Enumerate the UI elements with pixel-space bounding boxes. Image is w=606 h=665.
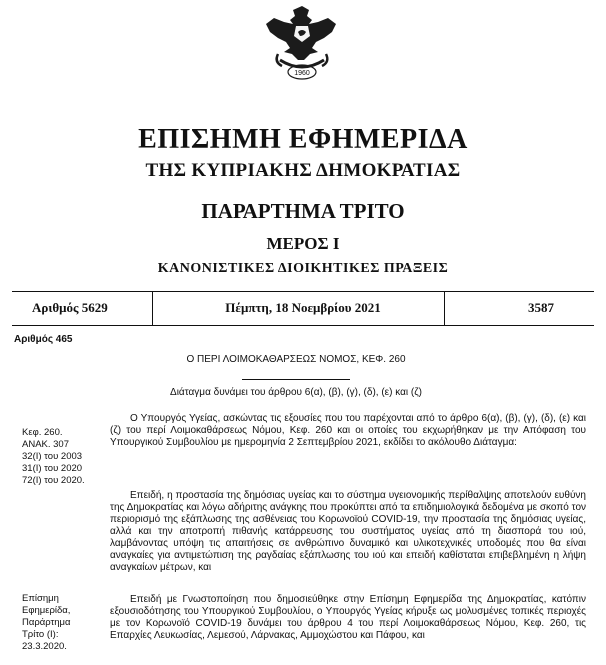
- margin-note-line: Τρίτο (Ι):: [22, 629, 59, 640]
- part-title: ΜΕΡΟΣ Ι: [266, 234, 340, 253]
- title-underline: [242, 379, 350, 380]
- gazette-title: ΕΠΙΣΗΜΗ ΕΦΗΜΕΡΙΔΑ: [138, 124, 468, 155]
- margin-note-line: 23.3.2020.: [22, 641, 67, 652]
- gazette-subtitle: ΤΗΣ ΚΥΠΡΙΑΚΗΣ ΔΗΜΟΚΡΑΤΙΑΣ: [145, 160, 461, 181]
- coat-of-arms-emblem: [260, 2, 344, 86]
- law-subtitle: Διάταγμα δυνάμει του άρθρου 6(α), (β), (γ), (δ), (ε) και (ζ): [170, 387, 422, 398]
- law-title: Ο ΠΕΡΙ ΛΟΙΜΟΚΑΘΑΡΣΕΩΣ ΝΟΜΟΣ, ΚΕΦ. 260: [186, 354, 406, 365]
- margin-note-legislation: [22, 427, 108, 487]
- issue-divider-right: [444, 292, 445, 325]
- margin-note-line: Εφημερίδα,: [22, 605, 71, 616]
- category-title: ΚΑΝΟΝΙΣΤΙΚΕΣ ΔΙΟΙΚΗΤΙΚΕΣ ΠΡΑΞΕΙΣ: [157, 261, 449, 276]
- margin-note-line: ΑΝΑΚ. 307: [22, 439, 69, 450]
- margin-note-line: 72(I) του 2020.: [22, 475, 85, 486]
- issue-info-bar: [12, 291, 594, 326]
- body-paragraph: Ο Υπουργός Υγείας, ασκώντας τις εξουσίες που του παρέχονται από το άρθρο 6(α), (β), (γ), (δ), (ε) και (ζ) του περί Λοιμοκαθάρσεως Νόμου, Κεφ. 260 και οι οποίες του εκχωρήθηκαν με την Απόφαση του Υπουργικού Συμβουλίου με ημερομηνία 2 Σεπτεμβρίου 2021, εκδίδει το ακόλουθο Διάταγμα:: [110, 413, 586, 448]
- page-number: 3587: [528, 300, 554, 315]
- margin-note-line: Επίσημη: [22, 593, 59, 604]
- margin-note-line: Κεφ. 260.: [22, 427, 63, 438]
- body-paragraph: Επειδή με Γνωστοποίηση που δημοσιεύθηκε στην Επίσημη Εφημερίδα της Δημοκρατίας, κατόπιν εξουσιοδότησης του Υπουργικού Συμβουλίου, ο Υπουργός Υγείας κήρυξε ως μολυσμένες τοπικές περιοχές με τον Κορωνοϊό COVID-19 δυνάμει του άρθρου 4 του περί Λοιμοκαθάρσεως Νόμου, Κεφ. 260, τις Επαρχίες Λευκωσίας, Λεμεσού, Λάρνακας, Αμμοχώστου και Πάφου, και: [110, 594, 586, 641]
- decree-number: Αριθμός 465: [14, 334, 73, 345]
- margin-note-line: 31(I) του 2020: [22, 463, 83, 474]
- issue-number: Αριθμός 5629: [32, 300, 108, 315]
- margin-note-gazette: [22, 593, 108, 653]
- supplement-title: ΠΑΡΑΡΤΗΜΑ ΤΡΙΤΟ: [201, 199, 405, 223]
- margin-note-line: 32(I) του 2003: [22, 451, 83, 462]
- body-paragraph: Επειδή, η προστασία της δημόσιας υγείας και το σύστημα υγειονομικής περίθαλψης αποτελούν ευθύνη της Δημοκρατίας και λόγω αδήριτης ανάγκης που προκύπτει από τα επιδημιολογικά δεδομένα με σκοπό τον περιορισμό της εξάπλωσης της ασθένειας του Κορωνοϊού COVID-19, την προστασία της δημόσιας υγείας, αλλά και την αποτροπή πιθανής κατάρρευσης του συστήματος υγείας από τη διασπορά του ιού, λαμβάνοντας υπόψη τις απαιτήσεις σε ανθρώπινο δυναμικό και υλικοτεχνικές υποδομές που θα είναι αναγκαίες για αντιμετώπιση της ραγδαίας εξάπλωσης του ιού και επειδή καθίσταται επιβεβλημένη η λήψη αναγκαίων μέτρων, και: [110, 490, 586, 573]
- issue-date: Πέμπτη, 18 Νοεμβρίου 2021: [225, 300, 381, 315]
- margin-note-line: Παράρτημα: [22, 617, 71, 628]
- emblem-year: 1960: [294, 70, 310, 77]
